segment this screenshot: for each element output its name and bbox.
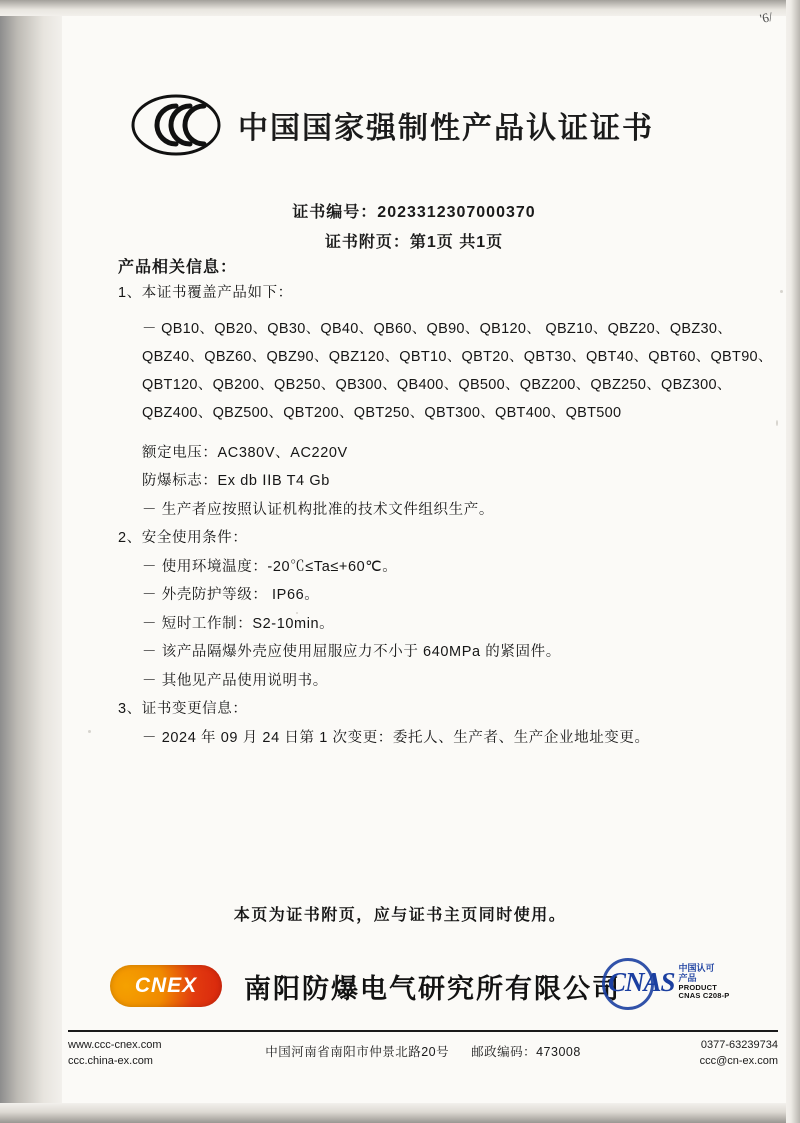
certificate-body: [118, 285, 773, 759]
item-1-heading: 1、本证书覆盖产品如下：: [118, 285, 293, 301]
issuing-company-name: 南阳防爆电气研究所有限公司: [244, 973, 621, 1004]
item-3-heading: 3、证书变更信息：: [118, 701, 248, 718]
cnex-logo-icon: [110, 965, 222, 1007]
email-address: ccc@cn-ex.com: [699, 1054, 778, 1067]
cnas-accreditation-mark: [608, 952, 768, 1012]
footer-divider: [68, 1030, 778, 1032]
model-line: － QB10、QB20、QB30、QB40、QB60、QB90、QB120、 QBZ10、QBZ20、QBZ30、: [142, 320, 733, 337]
scan-speck: [88, 730, 91, 733]
model-line: QBZ400、QBZ500、QBT200、QBT250、QBT300、QBT400、QBT500: [142, 405, 622, 422]
scan-speck: [776, 420, 778, 426]
certificate-header: [130, 94, 654, 156]
cnas-en-line-2: CNAS C208-P: [678, 991, 730, 1001]
cnas-circle-icon: [602, 958, 654, 1010]
safety-condition: － 短时工作制：S2-10min。: [142, 615, 335, 632]
footer-contact-row: [68, 1038, 778, 1070]
website-secondary: ccc.china-ex.com: [68, 1054, 153, 1067]
model-line: QBZ40、QBZ60、QBZ90、QBZ120、QBT10、QBT20、QBT30、QBT40、QBT60、QBT90、: [142, 348, 773, 365]
scan-speck: [780, 290, 783, 293]
website-primary: www.ccc-cnex.com: [68, 1039, 162, 1051]
covered-model-list: [142, 315, 773, 428]
handwritten-corner-mark: '6/: [758, 8, 774, 27]
page-title: 中国国家强制性产品认证证书: [238, 112, 654, 145]
certificate-page-indicator: 证书附页：第1页 共1页: [324, 234, 504, 251]
cnas-detail-text: [679, 963, 730, 1001]
production-note: － 生产者应按照认证机构批准的技术文件组织生产。: [142, 501, 494, 518]
change-record: － 2024 年 09 月 24 日第 1 次变更：委托人、生产者、生产企业地址变更。: [142, 729, 650, 746]
zip-label: 邮政编码：: [471, 1045, 537, 1059]
footer-contact: [628, 1038, 778, 1070]
certificate-number: 证书编号：2023312307000370: [292, 204, 536, 221]
footer-address: [218, 1038, 628, 1061]
address-text: 中国河南省南阳市仲景北路20号: [265, 1045, 450, 1059]
appendix-usage-note: 本页为证书附页，应与证书主页同时使用。: [233, 907, 567, 924]
section-title-product-info: 产品相关信息：: [118, 259, 238, 276]
cnas-en-line-1: PRODUCT: [678, 982, 718, 992]
cnas-cn-line-1: 中国认可: [678, 963, 715, 974]
page-top-shadow: [0, 0, 800, 16]
safety-condition: － 外壳防护等级： IP66。: [142, 587, 320, 604]
safety-condition: － 其他见产品使用说明书。: [142, 672, 328, 689]
cnas-cn-line-2: 产品: [678, 973, 697, 984]
phone-number: 0377-63239734: [700, 1039, 778, 1051]
page-left-shadow: [0, 0, 62, 1123]
explosion-proof-mark: 防爆标志：Ex db ⅠⅠB T4 Gb: [142, 473, 330, 490]
rated-voltage: 额定电压：AC380V、AC220V: [142, 444, 348, 461]
page-right-shadow: [786, 0, 800, 1123]
footer-websites: [68, 1038, 218, 1070]
safety-condition: － 该产品隔爆外壳应使用屈服应力不小于 640MPa 的紧固件。: [142, 644, 561, 661]
zip-value: 473008: [536, 1045, 581, 1059]
page-bottom-shadow: [0, 1103, 800, 1123]
model-line: QBT120、QB200、QB250、QB300、QB400、QB500、QBZ200、QBZ250、QBZ300、: [142, 377, 732, 394]
ccc-logo-icon: [130, 94, 222, 156]
safety-condition: － 使用环境温度：-20℃≤Ta≤+60℃。: [142, 558, 398, 575]
cnex-logo-label: CNEX: [134, 974, 198, 997]
cnas-logo-label: CNAS: [608, 966, 675, 997]
item-2-heading: 2、安全使用条件：: [118, 530, 248, 547]
